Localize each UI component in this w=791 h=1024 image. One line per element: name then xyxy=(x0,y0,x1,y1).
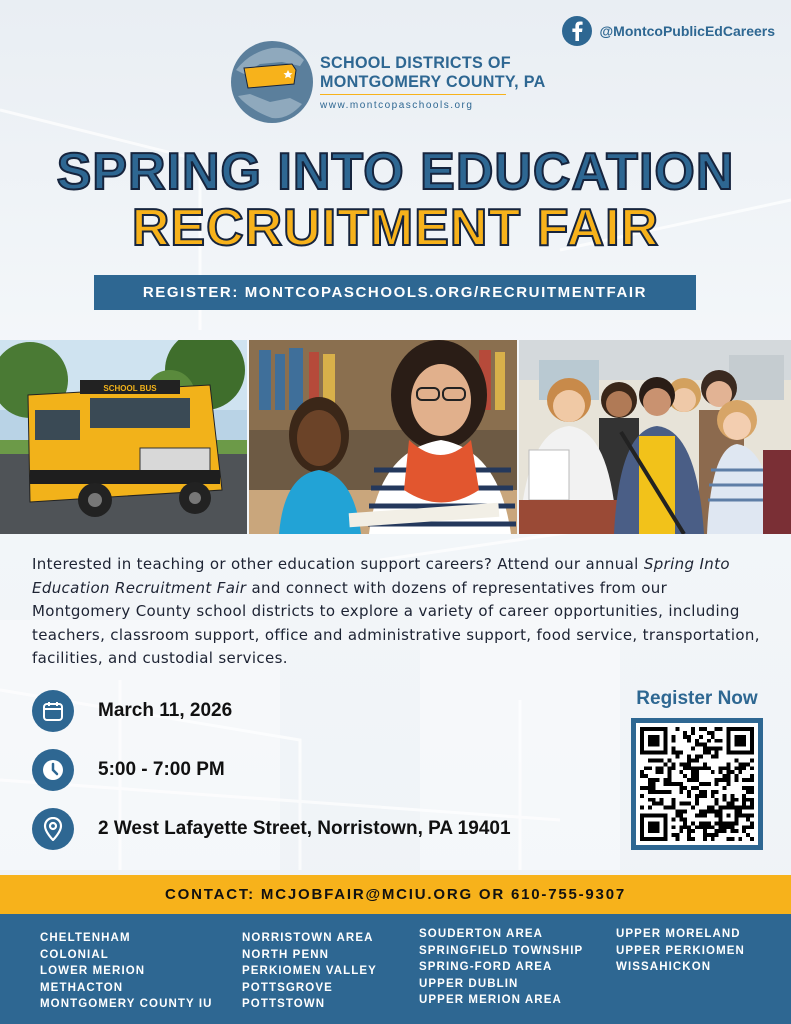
contact-bar[interactable]: CONTACT: MCJOBFAIR@MCIU.ORG OR 610-755-9307 xyxy=(0,875,791,914)
intro-text-start: Interested in teaching or other education support careers? Attend our annual xyxy=(32,555,644,573)
clock-icon xyxy=(32,749,74,791)
location-pin-icon xyxy=(32,808,74,850)
logo-divider xyxy=(320,94,506,95)
district-name: MONTGOMERY COUNTY IU xyxy=(40,998,213,1010)
district-name: POTTSTOWN xyxy=(242,998,326,1010)
social-link[interactable] xyxy=(562,16,775,46)
district-name: SOUDERTON AREA xyxy=(419,928,544,940)
district-name: POTTSGROVE xyxy=(242,981,333,994)
register-banner[interactable]: REGISTER: MONTCOPASCHOOLS.ORG/RECRUITMENTFAIR xyxy=(94,275,696,310)
facebook-icon xyxy=(562,16,592,46)
event-time: 5:00 - 7:00 PM xyxy=(98,759,225,780)
district-name: NORTH PENN xyxy=(242,948,330,961)
intro-paragraph xyxy=(32,553,767,671)
logo-title-line2: MONTGOMERY COUNTY, PA xyxy=(320,72,546,91)
district-name: UPPER MORELAND xyxy=(616,928,741,940)
event-location-row xyxy=(32,808,511,850)
headline-title: SPRING INTO EDUCATION xyxy=(56,143,735,201)
district-name: SPRING-FORD AREA xyxy=(419,961,553,973)
district-name: UPPER MERION AREA xyxy=(419,994,562,1006)
logo-title-line1: SCHOOL DISTRICTS OF xyxy=(320,53,511,72)
district-name: CHELTENHAM xyxy=(40,932,131,944)
logo-url[interactable]: www.montcopaschools.org xyxy=(320,100,474,111)
district-name: NORRISTOWN AREA xyxy=(242,932,374,944)
district-column-3 xyxy=(419,926,583,1009)
bus-label: SCHOOL BUS xyxy=(103,384,157,393)
pennsylvania-map-icon xyxy=(230,40,314,124)
school-bus-photo xyxy=(0,340,247,534)
teacher-student-photo xyxy=(249,340,517,534)
event-location: 2 West Lafayette Street, Norristown, PA 19401 xyxy=(98,818,511,839)
districts-footer xyxy=(0,914,791,1024)
district-name: SPRINGFIELD TOWNSHIP xyxy=(419,944,584,957)
event-time-row xyxy=(32,749,225,791)
group-photo xyxy=(519,340,791,534)
district-column-1 xyxy=(40,930,213,1013)
organization-logo xyxy=(230,40,557,124)
qr-code-icon xyxy=(640,727,754,841)
district-name: WISSAHICKON xyxy=(616,961,712,973)
district-name: METHACTON xyxy=(40,981,124,994)
district-name: COLONIAL xyxy=(40,948,109,961)
intro-event-name: Spring Into Education Recruitment Fair xyxy=(32,555,730,597)
register-now-title: Register Now xyxy=(636,688,758,709)
district-name: UPPER DUBLIN xyxy=(419,977,519,990)
photo-strip xyxy=(0,340,791,534)
district-name: PERKIOMEN VALLEY xyxy=(242,965,377,977)
district-name: LOWER MERION xyxy=(40,965,146,977)
event-date-row xyxy=(32,690,232,732)
event-date: March 11, 2026 xyxy=(98,700,233,721)
calendar-icon xyxy=(32,690,74,732)
district-name: UPPER PERKIOMEN xyxy=(616,944,745,957)
headline-subtitle: RECRUITMENT FAIR xyxy=(131,199,660,257)
district-column-2 xyxy=(242,930,377,1013)
registration-qr-code[interactable] xyxy=(631,718,763,850)
district-column-4 xyxy=(616,926,745,976)
intro-text-end: and connect with dozens of representatives from our Montgomery County school districts to explore a variety of career opportunities, including teachers, classroom support, office and administrative support, food service, transportation, facilities, and custodial services. xyxy=(32,578,760,667)
social-handle: @MontcoPublicEdCareers xyxy=(599,23,775,39)
